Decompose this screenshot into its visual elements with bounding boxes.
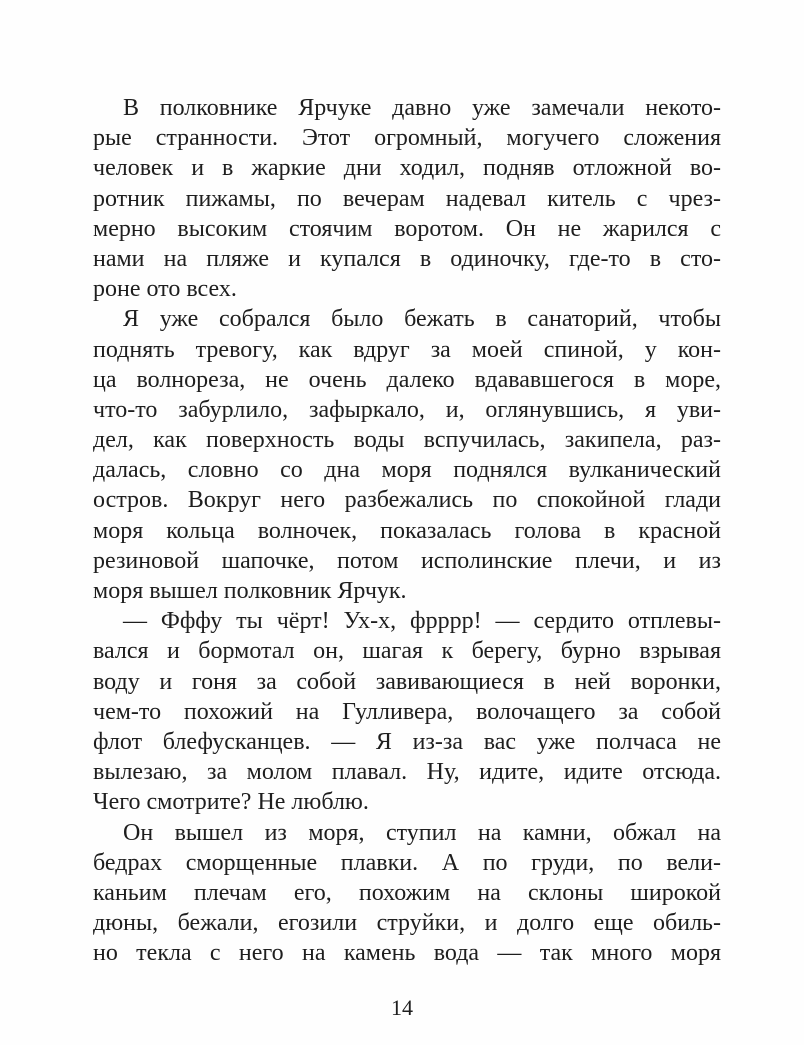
text-line: роне ото всех. bbox=[93, 276, 237, 303]
text-line: дюны, бежали, егозили струйки, и долго еще обиль- bbox=[93, 910, 721, 937]
text-line: остров. Вокруг него разбежались по спокойной глади bbox=[93, 487, 721, 514]
text-line: воду и гоня за собой завивающиеся в ней воронки, bbox=[93, 668, 721, 695]
text-line: дел, как поверхность воды вспучилась, закипела, раз- bbox=[93, 427, 721, 454]
text-line: бедрах сморщенные плавки. А по груди, по вели- bbox=[93, 849, 721, 876]
text-line: каньим плечам его, похожим на склоны широкой bbox=[93, 879, 721, 906]
text-line: Я уже собрался было бежать в санаторий, чтобы bbox=[123, 306, 721, 333]
text-line: мерно высоким стоячим воротом. Он не жарился с bbox=[93, 215, 721, 242]
text-line: флот блефусканцев. — Я из-за вас уже полчаса не bbox=[93, 728, 721, 755]
text-line: вылезаю, за молом плавал. Ну, идите, идите отсюда. bbox=[93, 759, 721, 786]
text-line: Чего смотрите? Не люблю. bbox=[93, 789, 369, 816]
text-line: резиновой шапочке, потом исполинские плечи, и из bbox=[93, 547, 721, 574]
text-line: поднять тревогу, как вдруг за моей спиной, у кон- bbox=[93, 336, 721, 363]
text-line: вался и бормотал он, шагая к берегу, бурно взрывая bbox=[93, 638, 721, 665]
text-line: моря вышел полковник Ярчук. bbox=[93, 578, 407, 604]
text-line: нами на пляже и купался в одиночку, где-то в сто- bbox=[93, 245, 721, 272]
text-line: что-то забурлило, зафыркало, и, оглянувшись, я уви- bbox=[93, 396, 721, 423]
text-line: ца волнореза, не очень далеко вдававшегося в море, bbox=[93, 366, 721, 393]
text-line: человек и в жаркие дни ходил, подняв отложной во- bbox=[93, 155, 721, 182]
text-line: рые странности. Этот огромный, могучего сложения bbox=[93, 125, 721, 152]
body-text bbox=[93, 93, 721, 968]
text-line: далась, словно со дна моря поднялся вулканический bbox=[93, 457, 721, 484]
text-line: но текла с него на камень вода — так много моря bbox=[93, 940, 721, 967]
text-line: ротник пижамы, по вечерам надевал китель с чрез- bbox=[93, 185, 721, 212]
text-line: чем-то похожий на Гулливера, волочащего за собой bbox=[93, 698, 721, 725]
text-line: — Фффу ты чёрт! Ух-х, фрррр! — сердито отплевы- bbox=[123, 608, 721, 635]
text-line: В полковнике Ярчуке давно уже замечали некото- bbox=[123, 95, 721, 121]
page-number: 14 bbox=[391, 995, 413, 1020]
text-line: Он вышел из моря, ступил на камни, обжал на bbox=[123, 819, 721, 846]
text-line: моря кольца волночек, показалась голова в красной bbox=[93, 517, 721, 544]
